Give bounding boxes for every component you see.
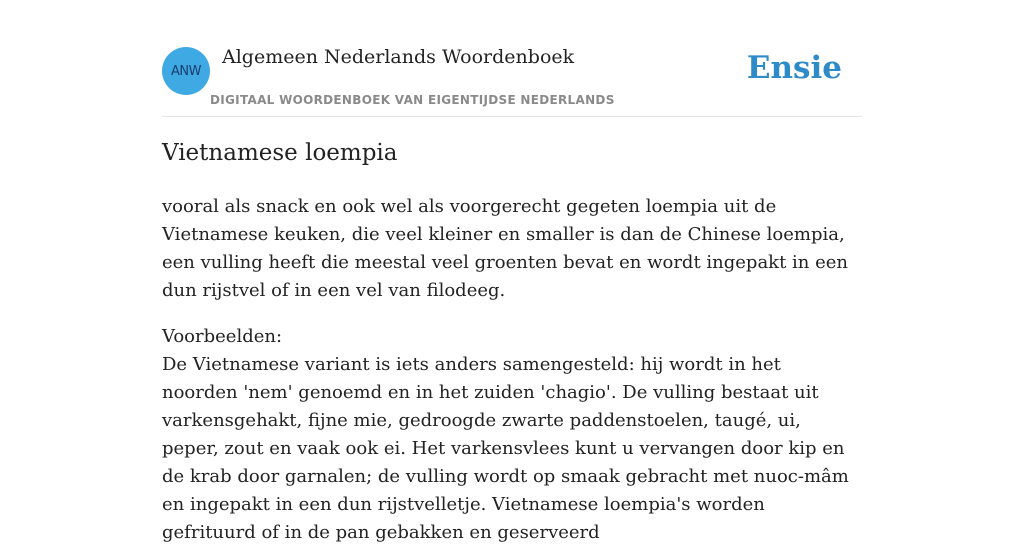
anw-logo[interactable] [162,47,210,95]
examples-label: Voorbeelden: [162,326,283,347]
content-container [162,0,862,543]
examples-section [162,323,862,547]
site-title[interactable]: Algemeen Nederlands Woordenboek [222,46,575,68]
entry-definition: vooral als snack en ook wel als voorgerecht gegeten loempia uit de Vietnamese keuken, die veel kleiner en smaller is dan de Chinese loempia, een vulling heeft die meestal veel groenten bevat en wordt ingepakt in een dun rijstvel of in een vel van filodeeg. [162,196,849,301]
logo-text: ANW [171,63,201,79]
ensie-brand-logo[interactable]: Ensie [746,50,842,86]
entry-title: Vietnamese loempia [162,140,398,166]
site-subtitle: DIGITAAL WOORDENBOEK VAN EIGENTIJDSE NEDERLANDS [210,93,615,107]
examples-text: De Vietnamese variant is iets anders samengesteld: hij wordt in het noorden 'nem' genoemd en in het zuiden 'chagio'. De vulling bestaat uit varkensgehakt, fijne mie, gedroogde zwarte paddenstoelen, taugé, ui, peper, zout en vaak ook ei. Het varkensvlees kunt u vervangen door kip en de krab door garnalen; de vulling wordt op smaak gebracht met nuoc-mâm en ingepakt in een dun rijstvelletje. Vietnamese loempia's worden gefrituurd of in de pan gebakken en geserveerd [162,354,849,543]
header [162,0,862,117]
